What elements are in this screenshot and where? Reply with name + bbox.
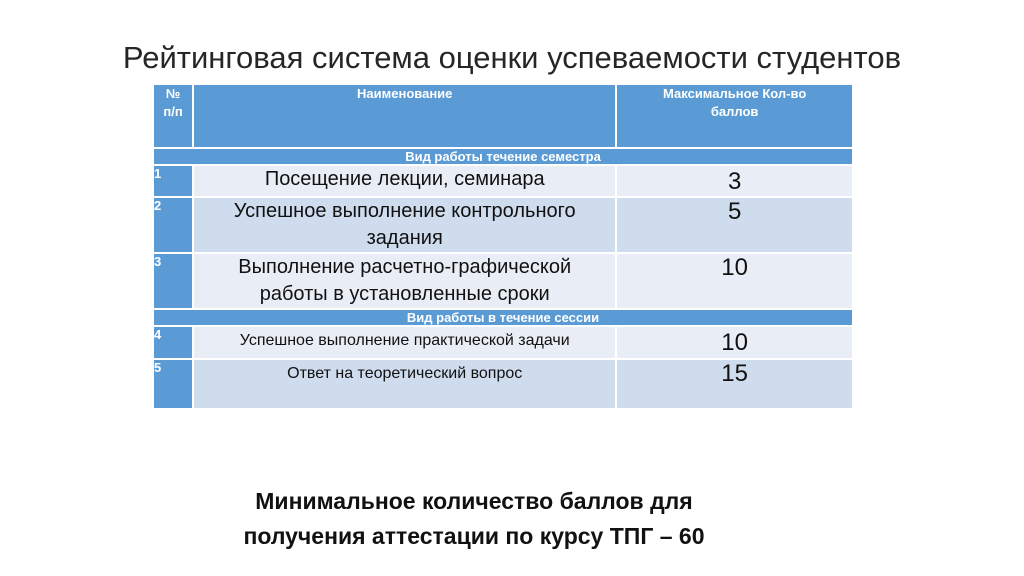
row-name-line1: Успешное выполнение контрольного [233, 200, 576, 222]
row-name [193, 197, 616, 253]
section-row [153, 148, 853, 165]
row-value: 15 [616, 359, 853, 409]
footer-line1: Минимальное количество баллов для [255, 488, 693, 514]
row-name-line1: Ответ на теоретический вопрос [287, 365, 523, 382]
header-number-line1: № [165, 86, 181, 101]
section-semester-title: Вид работы течение семестра [153, 148, 853, 165]
table-row [153, 197, 853, 253]
header-number [153, 84, 193, 148]
header-max-points [616, 84, 853, 148]
footer-line2: получения аттестации по курсу ТПГ – 60 [243, 523, 705, 549]
section-session-title: Вид работы в течение сессии [153, 309, 853, 326]
section-row [153, 309, 853, 326]
row-number: 2 [153, 197, 193, 253]
row-name [193, 326, 616, 359]
row-number: 3 [153, 253, 193, 309]
row-value: 5 [616, 197, 853, 253]
table-header-row [153, 84, 853, 148]
row-name [193, 165, 616, 197]
row-value: 10 [616, 253, 853, 309]
table-row [153, 359, 853, 409]
row-name-line2: задания [366, 227, 443, 249]
row-name-line1: Выполнение расчетно-графической [238, 256, 572, 278]
row-value: 10 [616, 326, 853, 359]
row-name [193, 253, 616, 309]
table-row [153, 326, 853, 359]
header-number-line2: п/п [163, 104, 183, 119]
row-name-line2: работы в установленные сроки [259, 283, 550, 305]
table-row [153, 165, 853, 197]
row-name-line1: Успешное выполнение практической задачи [239, 332, 570, 349]
header-max-line2: баллов [710, 104, 759, 119]
page-title: Рейтинговая система оценки успеваемости студентов [122, 40, 902, 75]
header-max-line1: Максимальное Кол-во [663, 86, 807, 101]
table-row [153, 253, 853, 309]
header-name: Наименование [193, 84, 616, 148]
row-name [193, 359, 616, 409]
rating-table [152, 83, 854, 410]
row-name-line1: Посещение лекции, семинара [264, 168, 545, 190]
row-number: 5 [153, 359, 193, 409]
footer-note [0, 484, 948, 554]
row-number: 1 [153, 165, 193, 197]
row-number: 4 [153, 326, 193, 359]
row-value: 3 [616, 165, 853, 197]
